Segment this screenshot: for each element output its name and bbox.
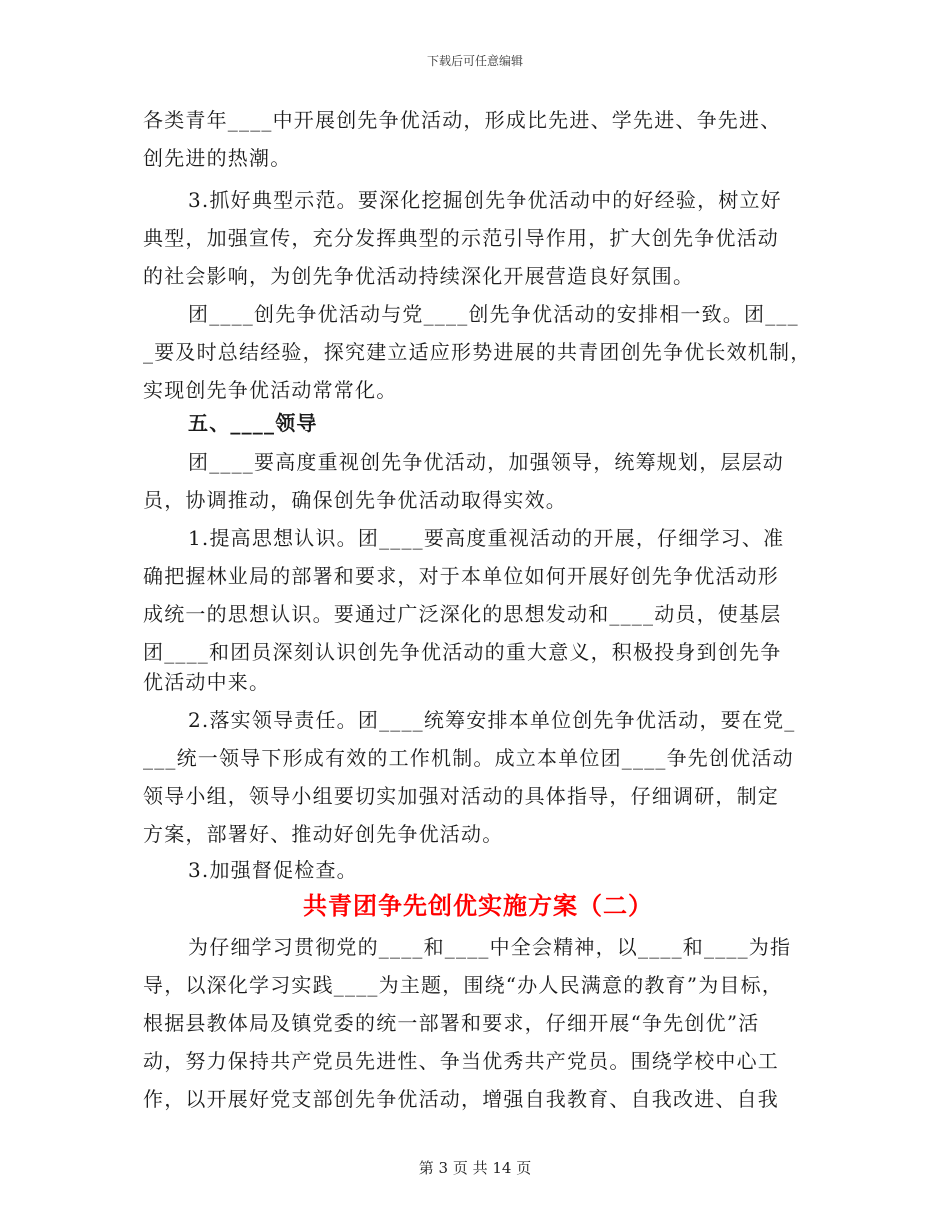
paragraph-line: 根据县教体局及镇党委的统一部署和要求，仔细开展“争先创优”活	[143, 1011, 760, 1035]
paragraph-line: 为仔细学习贯彻党的____和____中全会精神，以____和____为指	[188, 935, 792, 959]
paragraph-line: 2.落实领导责任。团____统筹安排本单位创先争优活动，要在党_	[188, 708, 796, 732]
paragraph-line: 导，以深化学习实践____为主题，围绕“办人民满意的教育”为目标，	[143, 973, 784, 997]
paragraph-line: 确把握林业局的部署和要求，对于本单位如何开展好创先争优活动形	[143, 564, 779, 588]
paragraph-line: 员，协调推动，确保创先争优活动取得实效。	[143, 488, 567, 512]
page-header: 下载后可任意编辑	[426, 54, 523, 68]
paragraph-line: 成统一的思想认识。要通过广泛深化的思想发动和____动员，使基层	[143, 602, 782, 626]
paragraph-line: 作，以开展好党支部创先争优活动，增强自我教育、自我改进、自我	[143, 1087, 779, 1111]
paragraph-line: 各类青年____中开展创先争优活动，形成比先进、学先进、争先进、	[143, 108, 782, 132]
paragraph-line: 3.加强督促检查。	[188, 858, 358, 882]
paragraph-line: 实现创先争优活动常常化。	[143, 378, 398, 402]
section-title: 共青团争先创优实施方案（二）	[303, 891, 653, 920]
paragraph-line: 领导小组，领导小组要切实加强对活动的具体指导，仔细调研，制定	[143, 784, 779, 808]
paragraph-line: _要及时总结经验，探究建立适应形势进展的共青团创先争优长效机制，	[143, 340, 812, 364]
paragraph-line: 方案，部署好、推动好创先争优活动。	[143, 822, 504, 846]
paragraph-line: 团____和团员深刻认识创先争优活动的重大意义，积极投身到创先争	[143, 640, 782, 664]
paragraph-line: 团____创先争优活动与党____创先争优活动的安排相一致。团___	[188, 302, 799, 326]
paragraph-line: 动，努力保持共产党员先进性、争当优秀共产党员。围绕学校中心工	[143, 1049, 779, 1073]
page-footer: 第 3 页 共 14 页	[418, 1159, 532, 1177]
paragraph-line: ___统一领导下形成有效的工作机制。成立本单位团____争先创优活动	[143, 746, 794, 770]
paragraph-line: 团____要高度重视创先争优活动，加强领导，统筹规划，层层动	[188, 450, 784, 474]
paragraph-line: 典型，加强宣传，充分发挥典型的示范引导作用，扩大创先争优活动	[143, 226, 779, 250]
paragraph-line: 优活动中来。	[143, 670, 271, 694]
section-heading: 五、____领导	[188, 411, 318, 435]
paragraph-line: 3.抓好典型示范。要深化挖掘创先争优活动中的好经验，树立好	[188, 188, 782, 212]
paragraph-line: 1.提高思想认识。团____要高度重视活动的开展，仔细学习、准	[188, 526, 785, 550]
paragraph-line: 创先进的热潮。	[143, 146, 292, 170]
paragraph-line: 的社会影响，为创先争优活动持续深化开展营造良好氛围。	[143, 264, 695, 288]
